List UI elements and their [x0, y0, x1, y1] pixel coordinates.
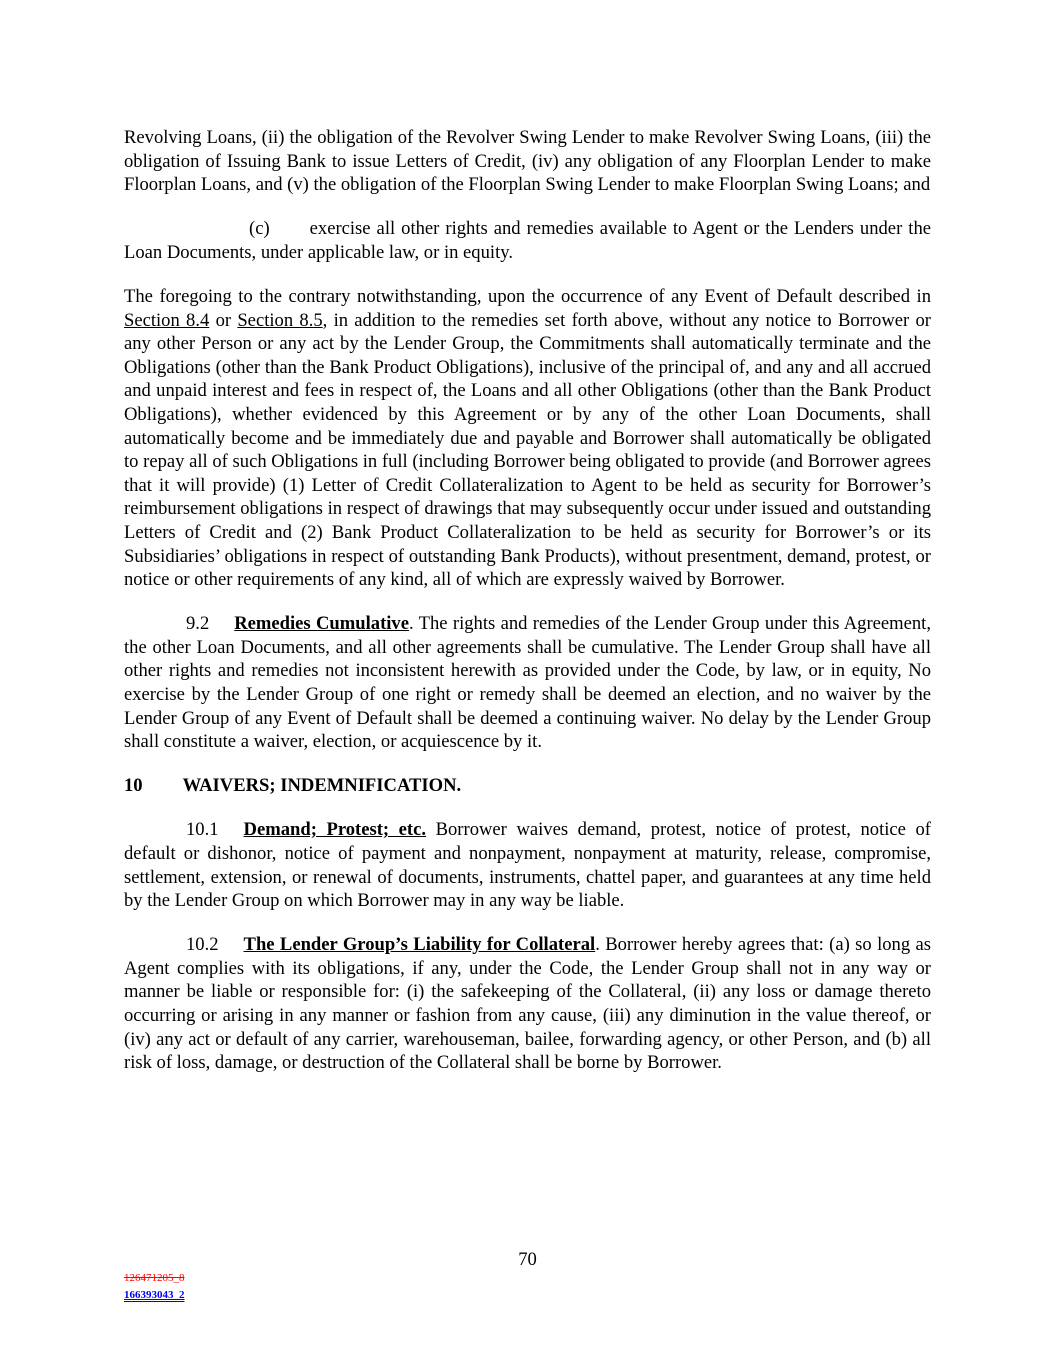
section-heading: Demand; Protest; etc.	[243, 819, 427, 841]
section-heading: The Lender Group’s Liability for Collateral	[243, 934, 596, 956]
clause-text: exercise all other rights and remedies available to Agent or the Lenders under the Loan Documents, under applicable law, or in equity.	[124, 218, 931, 263]
clause-label: (c)	[249, 218, 270, 240]
deleted-document-id: 126471205_8	[124, 1272, 185, 1284]
section-number: 10.1	[186, 819, 219, 841]
paragraph-text: The foregoing to the contrary notwithstanding, upon the occurrence of any Event of Default described in	[124, 285, 931, 307]
paragraph-clause-c	[124, 217, 931, 264]
section-8-5-reference: Section 8.5	[237, 309, 323, 331]
section-10-heading	[124, 774, 931, 798]
inserted-document-id: 166393043_2	[124, 1289, 185, 1301]
paragraph-revolving-loans	[124, 126, 931, 197]
section-heading: Remedies Cumulative	[234, 613, 409, 635]
section-text: . Borrower hereby agrees that: (a) so long as Agent complies with its obligations, if any, under the Code, the Lender Group shall not in any way or manner be liable or responsible for: (i) the safekeeping of the Collateral, (ii) any loss or damage thereto occurring or arising in any manner or fashion from any cause, (iii) any diminution in the value thereof, or (iv) any act or default of any carrier, warehouseman, bailee, forwarding agency, or other Person, and (b) all risk of loss, damage, or destruction of the Collateral shall be borne by Borrower.	[124, 934, 932, 1074]
paragraph-text: , in addition to the remedies set forth above, without any notice to Borrower or any other Person or any act by the Lender Group, the Commitments shall automatically terminate and the Obligations (other than the Bank Product Obligations), inclusive of the principal of, and any and all accrued and unpaid interest and fees in respect of, the Loans and all other Obligations (other than the Bank Product Obligations), whether evidenced by this Agreement or by any of the other Loan Documents, shall automatically become and be immediately due and payable and Borrower shall automatically be obligated to repay all of such Obligations in full (including Borrower being obligated to provide (and Borrower agrees that it will provide) (1) Letter of Credit Collateralization to Agent to be held as security for Borrower’s reimbursement obligations in respect of drawings that may subsequently occur under issued and outstanding Letters of Credit and (2) Bank Product Collateralization to be held as security for Borrower’s or its Subsidiaries’ obligations in respect of outstanding Bank Products), without presentment, demand, protest, or notice or other requirements of any kind, all of which are expressly waived by Borrower.	[124, 309, 931, 591]
paragraph-text: Revolving Loans, (ii) the obligation of the Revolver Swing Lender to make Revolver Swing Loans, (iii) the obligation of Issuing Bank to issue Letters of Credit, (iv) any obligation of any Floorplan Lender to make Floorplan Loans, and (v) the obligation of the Floorplan Swing Lender to make Floorplan Swing Loans; and	[124, 127, 931, 196]
paragraph-text: or	[209, 309, 238, 331]
section-8-4-reference: Section 8.4	[124, 309, 210, 331]
section-number: 9.2	[186, 613, 210, 635]
section-10-1	[124, 818, 931, 912]
section-number: 10	[124, 775, 143, 797]
section-title: WAIVERS; INDEMNIFICATION.	[182, 775, 462, 797]
document-page	[124, 126, 931, 1095]
page-number: 70	[518, 1249, 537, 1270]
section-number: 10.2	[186, 934, 219, 956]
section-text: Borrower waives demand, protest, notice of protest, notice of default or dishonor, notice of payment and nonpayment, nonpayment at maturity, release, compromise, settlement, extension, or renewal of documents, instruments, chattel paper, and guarantees at any time held by the Lender Group on which Borrower may in any way be liable.	[124, 819, 931, 912]
section-text: . The rights and remedies of the Lender Group under this Agreement, the other Loan Documents, and all other agreements shall be cumulative. The Lender Group shall have all other rights and remedies not inconsistent herewith as provided under the Code, by law, or in equity, No exercise by the Lender Group of one right or remedy shall be deemed an election, and no waiver by the Lender Group of any Event of Default shall be deemed a continuing waiver. No delay by the Lender Group shall constitute a waiver, election, or acquiescence by it.	[124, 613, 931, 753]
paragraph-foregoing	[124, 285, 931, 592]
section-10-2	[124, 933, 931, 1075]
section-9-2	[124, 612, 931, 754]
